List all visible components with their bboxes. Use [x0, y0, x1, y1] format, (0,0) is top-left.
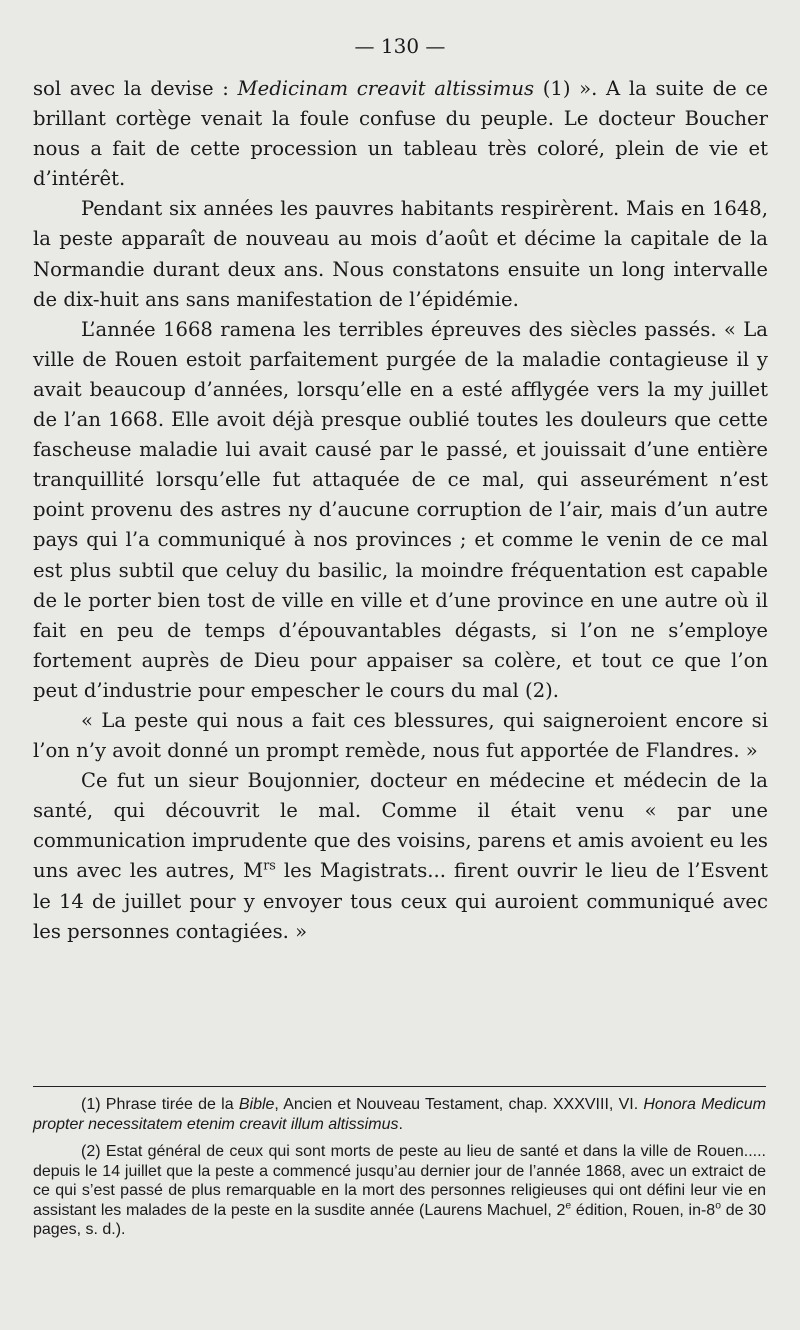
paragraph-1-end: (1) ». A la suite de ce brillant cortège venait la foule confuse du peuple. Le docteur Boucher nous a fait de cette procession un tableau très coloré, plein de vie et d’intérêt.	[33, 77, 768, 191]
footnote-1-end: .	[398, 1115, 403, 1133]
main-text	[33, 74, 768, 947]
footnote-1-middle: , Ancien et Nouveau Testament, chap. XXXVIII, VI.	[274, 1096, 644, 1113]
footnote-2-end: de 30 pages, s. d.).	[33, 1201, 767, 1238]
page-number: — 130 —	[354, 34, 446, 58]
paragraph-5-start: Ce fut un sieur Boujonnier, docteur en médecine et médecin de la santé, qui découvrit le mal. Comme il était venu « par une communication imprudente que des voisins, parens et amis avoient eu les uns avec les autres, M	[33, 769, 768, 883]
superscript-rs: rs	[263, 858, 276, 874]
footnote-1	[33, 1095, 766, 1134]
paragraph-4: « La peste qui nous a fait ces blessures, qui saigneroient encore si l’on n’y avoit donné un prompt remède, nous fut apportée de Flandres. »	[33, 708, 768, 763]
footnote-2-sup-o: o	[715, 1200, 721, 1212]
footnote-1-latin: Honora Medicum propter necessitatem etenim creavit illum altissimus	[33, 1096, 766, 1133]
paragraph-2: Pendant six années les pauvres habitants respirèrent. Mais en 1648, la peste apparaît de nouveau au mois d’août et décime la capitale de la Normandie durant deux ans. Nous constatons ensuite un long intervalle de dix-huit ans sans manifestation de l’épidémie.	[33, 197, 768, 311]
paragraph-5-end: les Magistrats... firent ouvrir le lieu de l’Esvent le 14 de juillet pour y envoyer tous ceux qui auroient communiqué avec les personnes contagiées. »	[33, 859, 768, 943]
footnote-1-bible: Bible	[238, 1096, 275, 1113]
footnote-2-start: (2) Estat général de ceux qui sont morts de peste au lieu de santé et dans la ville de Rouen..... depuis le 14 juillet que la peste a commencé jusqu’au dernier jour de l’année 1868, avec un extraict de ce qui s’est passé de plus remarquable en la mort des personnes religieuses qui ont défini leur vie en assistant les malades de la peste en la susdite année (Laurens Machuel, 2	[33, 1143, 766, 1219]
footnote-1-start: (1) Phrase tirée de la	[81, 1096, 239, 1113]
paragraph-1	[33, 74, 768, 194]
footnote-2-middle: édition, Rouen, in-8	[571, 1201, 716, 1219]
paragraph-5	[33, 766, 768, 947]
footnote-divider	[33, 1086, 766, 1087]
paragraph-1-start: sol avec la devise :	[33, 77, 238, 100]
paragraph-3: L’année 1668 ramena les terribles épreuves des siècles passés. « La ville de Rouen estoit parfaitement purgée de la maladie contagieuse il y avait beaucoup d’années, lorsqu’elle en a esté afflygée vers la my juillet de l’an 1668. Elle avoit déjà presque oublié toutes les douleurs que cette fascheuse maladie lui avait causé par le passé, et jouissait d’une entière tranquillité lorsqu’elle fut attaquée de ce mal, qui asseurément n’est point provenu des astres ny d’aucune corruption de l’air, mais d’un autre pays qui l’a communiqué à nos provinces ; et comme le venin de ce mal est plus subtil que celuy du basilic, la moindre fréquentation est capable de le porter bien tost de ville en ville et d’une province en une autre où il fait en peu de temps d’épouvantables dégasts, si l’on ne s’employe fortement auprès de Dieu pour appaiser sa colère, et tout ce que l’on peut d’industrie pour empescher le cours du mal (2).	[33, 317, 768, 702]
footnote-2-sup-e: e	[565, 1200, 572, 1212]
footnotes	[33, 1095, 766, 1248]
motto-medicinam: Medicinam creavit altissimus	[237, 77, 535, 100]
footnote-2	[33, 1142, 766, 1240]
